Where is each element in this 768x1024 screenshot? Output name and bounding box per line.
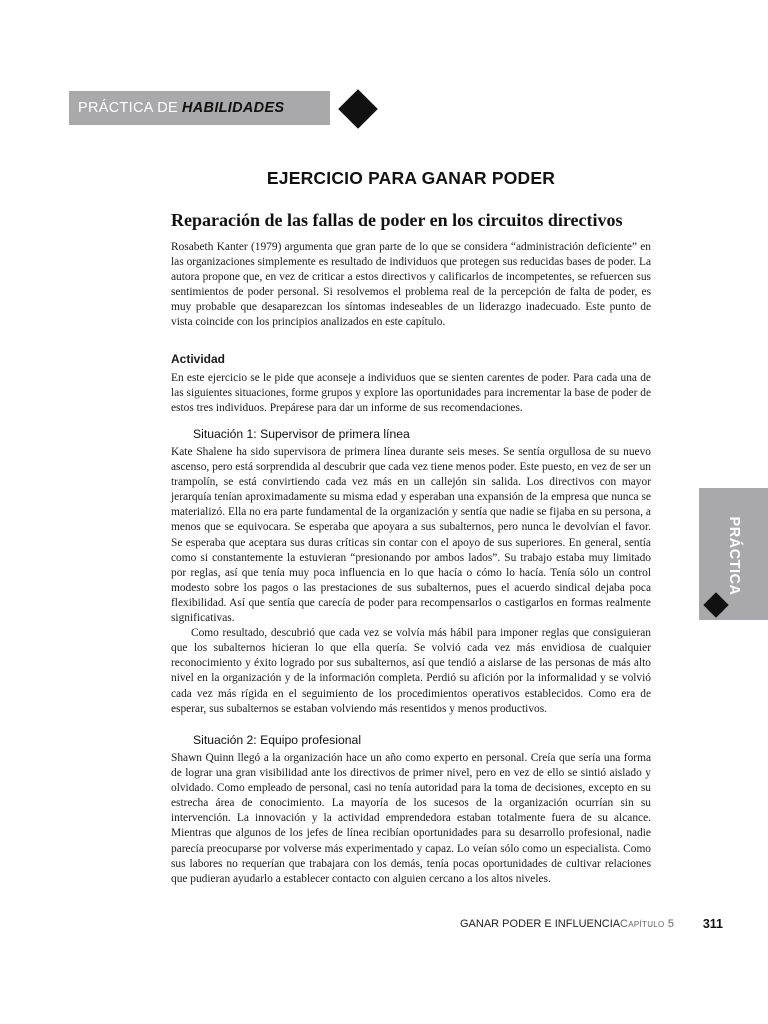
page-number: 311 bbox=[702, 917, 723, 931]
situation2-paragraph-1: Shawn Quinn llegó a la organización hace un año como experto en personal. Creía que sería una forma de lograr una gran visibilidad ante los directivos de primer nivel, pero en vez de ello se sintió aislado y olvidado. Como empleado de personal, casi no tenía autoridad para la toma de decisiones, excepto en su estrecha área de conocimiento. La mayoría de los sucesos de la organización ocurrían sin su intervención. La innovación y la actividad emprendedora estaban totalmente fuera de su alcance. Mientras que algunos de los jefes de línea recibían oportunidades para su desarrollo profesional, nadie parecía preocuparse por volverse más experimentado y capaz. Lo veían sólo como un especialista. Como sus labores no requerían que trabajara con los demás, tenía pocas oportunidades de cultivar relaciones que pudieran ayudarlo a establecer contacto con alguien cercano a los altos niveles. bbox=[171, 752, 651, 885]
diamond-icon bbox=[338, 89, 378, 129]
side-tab-label: PRÁCTICA bbox=[726, 516, 742, 596]
section-title: Reparación de las fallas de poder en los circuitos directivos bbox=[171, 210, 623, 230]
situation1-body bbox=[171, 445, 651, 717]
activity-heading: Actividad bbox=[171, 352, 226, 366]
footer-chapter: Capítulo 5 bbox=[620, 918, 675, 930]
situation1-paragraph-1: Kate Shalene ha sido supervisora de primera línea durante seis meses. Se sentía orgullosa de su nuevo ascenso, pero está sorprendida al descubrir que cada vez tiene menos poder. Este puesto, en vez de ser un trampolín, se está convirtiendo cada vez más en un callejón sin salida. Los directivos con mayor jerarquía tenían aproximadamente su misma edad y esperaban una expansión de la empresa que nunca se materializó. Ella no era parte fundamental de la organización y sentía que nadie se fijaba en su persona, a menos que se equivocara. Se esperaba que apoyara a sus subalternos, pero nunca le devolvían el favor. Se esperaba que aceptara sus duras críticas sin contar con el apoyo de sus superiores. En general, sentía como si constantemente la estuvieran “presionando por ambos lados”. Su trabajo estaba muy limitado por reglas, así que tenía muy poca influencia en lo que hacía o cómo lo hacía. Tenía sólo un control modesto sobre los pagos o las prestaciones de sus subalternos, pues el acuerdo sindical dejaba poca flexibilidad. Así que sentía que carecía de poder para recompensarlos o castigarlos en formas realmente significativas. bbox=[171, 446, 651, 625]
section-banner bbox=[69, 91, 330, 125]
intro-paragraph bbox=[171, 240, 651, 331]
situation1-heading: Situación 1: Supervisor de primera línea bbox=[193, 427, 410, 441]
activity-paragraph bbox=[171, 371, 651, 416]
intro-text: Rosabeth Kanter (1979) argumenta que gran parte de lo que se considera “administración deficiente” en las organizaciones simplemente es resultado de individuos que protegen sus reducidas bases de poder. La autora propone que, en vez de criticar a estos directivos y calificarlos de incompetentes, se refuercen sus sentimientos de poder personal. Si resolvemos el problema real de la percepción de falta de poder, es muy probable que desaparezcan los síntomas indeseables de un liderazgo inadecuado. Este punto de vista coincide con los principios analizados en este capítulo. bbox=[171, 241, 651, 329]
footer-book-title: GANAR PODER E INFLUENCIA bbox=[460, 918, 621, 930]
activity-text: En este ejercicio se le pide que aconseje a individuos que se sienten carentes de poder. Para cada una de las siguientes situaciones, forme grupos y explore las oportunidades para incrementar la base de poder de estos tres individuos. Prepárese para dar un informe de sus recomendaciones. bbox=[171, 372, 651, 415]
page-footer bbox=[460, 917, 723, 933]
situation2-heading: Situación 2: Equipo profesional bbox=[193, 733, 362, 747]
banner-bold: HABILIDADES bbox=[182, 100, 285, 116]
exercise-title: EJERCICIO PARA GANAR PODER bbox=[266, 168, 556, 188]
situation2-body bbox=[171, 751, 651, 887]
banner-prefix: PRÁCTICA DE bbox=[78, 100, 178, 116]
situation1-paragraph-2: Como resultado, descubrió que cada vez se volvía más hábil para imponer reglas que consiguieran que los subalternos hicieran lo que ella quería. Se volvió cada vez más envidiosa de cualquier reconocimiento y éxito logrado por sus subalternos, así que tendió a aislarse de las personas de más alto nivel en la organización y de la información completa. Perdió su afición por la informalidad y se volvió cada vez más rígida en el seguimiento de los procedimientos operativos establecidos. Como era de esperar, sus subalternos se estaban volviendo más resentidos y menos productivos. bbox=[171, 627, 651, 715]
